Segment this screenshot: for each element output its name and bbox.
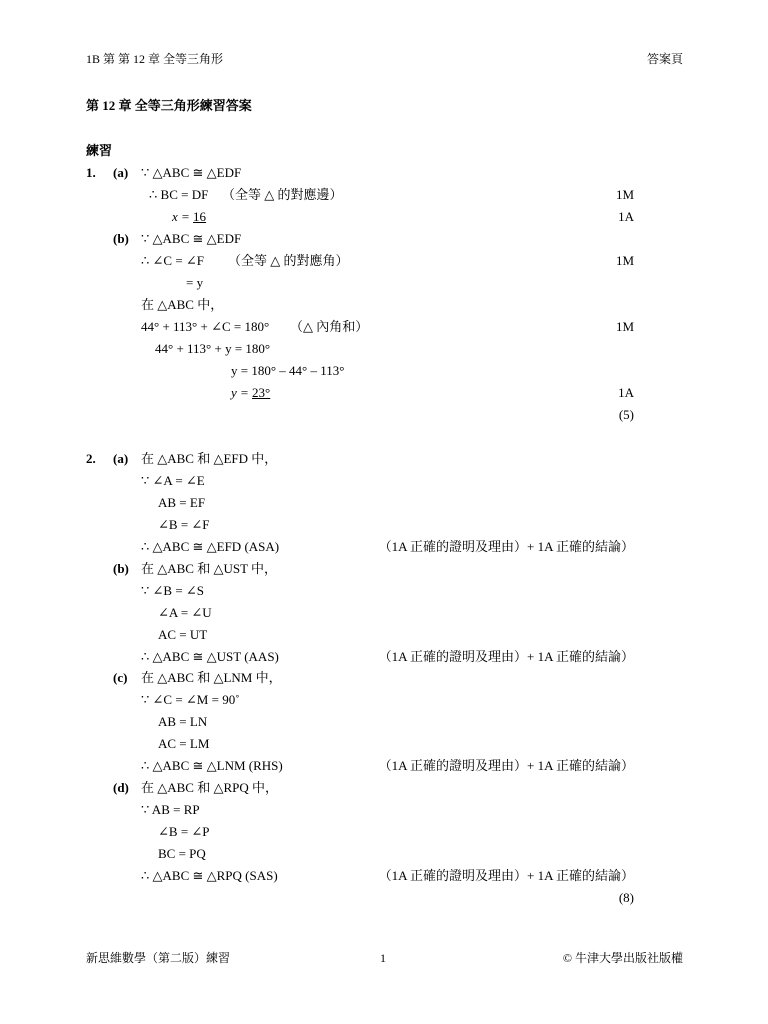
q2d-line5: ∴ △ABC ≅ △RPQ (SAS): [141, 868, 278, 883]
q2-total-marks: (8): [618, 890, 634, 905]
q2d-line3: ∠B = ∠P: [158, 824, 210, 839]
q1b-line8-mark: 1A: [618, 385, 634, 400]
q1a-answer: 16: [193, 209, 207, 224]
q1b-line5-mark: 1M: [615, 319, 634, 334]
page-header-left: 1B 第 第 12 章 全等三角形: [86, 52, 224, 66]
q1a-line1: ∵ △ABC ≅ △EDF: [141, 165, 242, 180]
q2b-line1: 在 △ABC 和 △UST 中，: [141, 561, 278, 576]
q2c-line5: ∴ △ABC ≅ △LNM (RHS): [141, 758, 283, 773]
q2a-mark: （1A 正確的證明及理由）+ 1A 正確的結論）: [378, 539, 634, 554]
q1a-line2: ∴ BC = DF: [149, 187, 209, 202]
q1a-line3-left: x =: [172, 209, 194, 224]
page-header-right: 答案頁: [646, 52, 683, 66]
q2b-label: (b): [113, 561, 129, 576]
q1b-answer: 23°: [252, 385, 271, 400]
q2b-line4: AC = UT: [158, 627, 208, 642]
q2c-mark: （1A 正確的證明及理由）+ 1A 正確的結論）: [378, 758, 634, 773]
q2a-label: (a): [113, 451, 129, 466]
chapter-title: 第 12 章 全等三角形練習答案: [86, 98, 252, 113]
q2d-line2: ∵ AB = RP: [141, 802, 200, 817]
q1a-line3-mark: 1A: [618, 209, 634, 224]
q2d-line4: BC = PQ: [158, 846, 206, 861]
q2a-line5: ∴ △ABC ≅ △EFD (ASA): [141, 539, 280, 554]
page-footer-left: 新思維數學（第二版）練習: [86, 951, 231, 965]
q2b-line2: ∵ ∠B = ∠S: [141, 583, 205, 598]
q1b-line2-mark: 1M: [615, 253, 634, 268]
q1b-line8-left: y =: [231, 385, 253, 400]
q1b-line1: ∵ △ABC ≅ △EDF: [141, 231, 242, 246]
q1b-line2: ∴ ∠C = ∠F: [141, 253, 205, 268]
q2a-line4: ∠B = ∠F: [158, 517, 210, 532]
q1-total-marks: (5): [618, 407, 634, 422]
q2b-line3: ∠A = ∠U: [158, 605, 212, 620]
q2c-line1: 在 △ABC 和 △LNM 中，: [141, 670, 282, 685]
q1b-line7: y = 180° – 44° – 113°: [231, 363, 345, 378]
q2d-label: (d): [113, 780, 129, 795]
page-footer-right: © 牛津大學出版社版權: [562, 951, 683, 965]
q1b-line5-reason: （△ 內角和）: [290, 319, 369, 334]
question-number-1: 1.: [86, 165, 96, 180]
page-number: 1: [380, 951, 386, 965]
q2c-line2: ∵ ∠C = ∠M = 90˚: [141, 692, 240, 707]
q2d-mark: （1A 正確的證明及理由）+ 1A 正確的結論）: [378, 868, 634, 883]
q2b-mark: （1A 正確的證明及理由）+ 1A 正確的結論）: [378, 649, 634, 664]
section-label: 練習: [86, 143, 113, 158]
q1b-line6: 44° + 113° + y = 180°: [155, 341, 271, 356]
q2c-line4: AC = LM: [158, 736, 210, 751]
q1b-line5: 44° + 113° + ∠C = 180°: [141, 319, 270, 334]
q2d-line1: 在 △ABC 和 △RPQ 中，: [141, 780, 279, 795]
q2a-line3: AB = EF: [158, 495, 206, 510]
q1a-line2-reason: （全等 △ 的對應邊）: [222, 187, 343, 202]
q1a-label: (a): [113, 165, 129, 180]
q2c-label: (c): [113, 670, 128, 685]
q1b-label: (b): [113, 231, 129, 246]
q2b-line5: ∴ △ABC ≅ △UST (AAS): [141, 649, 279, 664]
q1a-line2-mark: 1M: [615, 187, 634, 202]
q2a-line2: ∵ ∠A = ∠E: [141, 473, 205, 488]
q1b-line2-reason: （全等 △ 的對應角）: [228, 253, 349, 268]
q1b-line4: 在 △ABC 中，: [141, 297, 224, 312]
q1b-line3: = y: [186, 275, 204, 290]
q2c-line3: AB = LN: [158, 714, 208, 729]
question-number-2: 2.: [86, 451, 96, 466]
q2a-line1: 在 △ABC 和 △EFD 中，: [141, 451, 278, 466]
